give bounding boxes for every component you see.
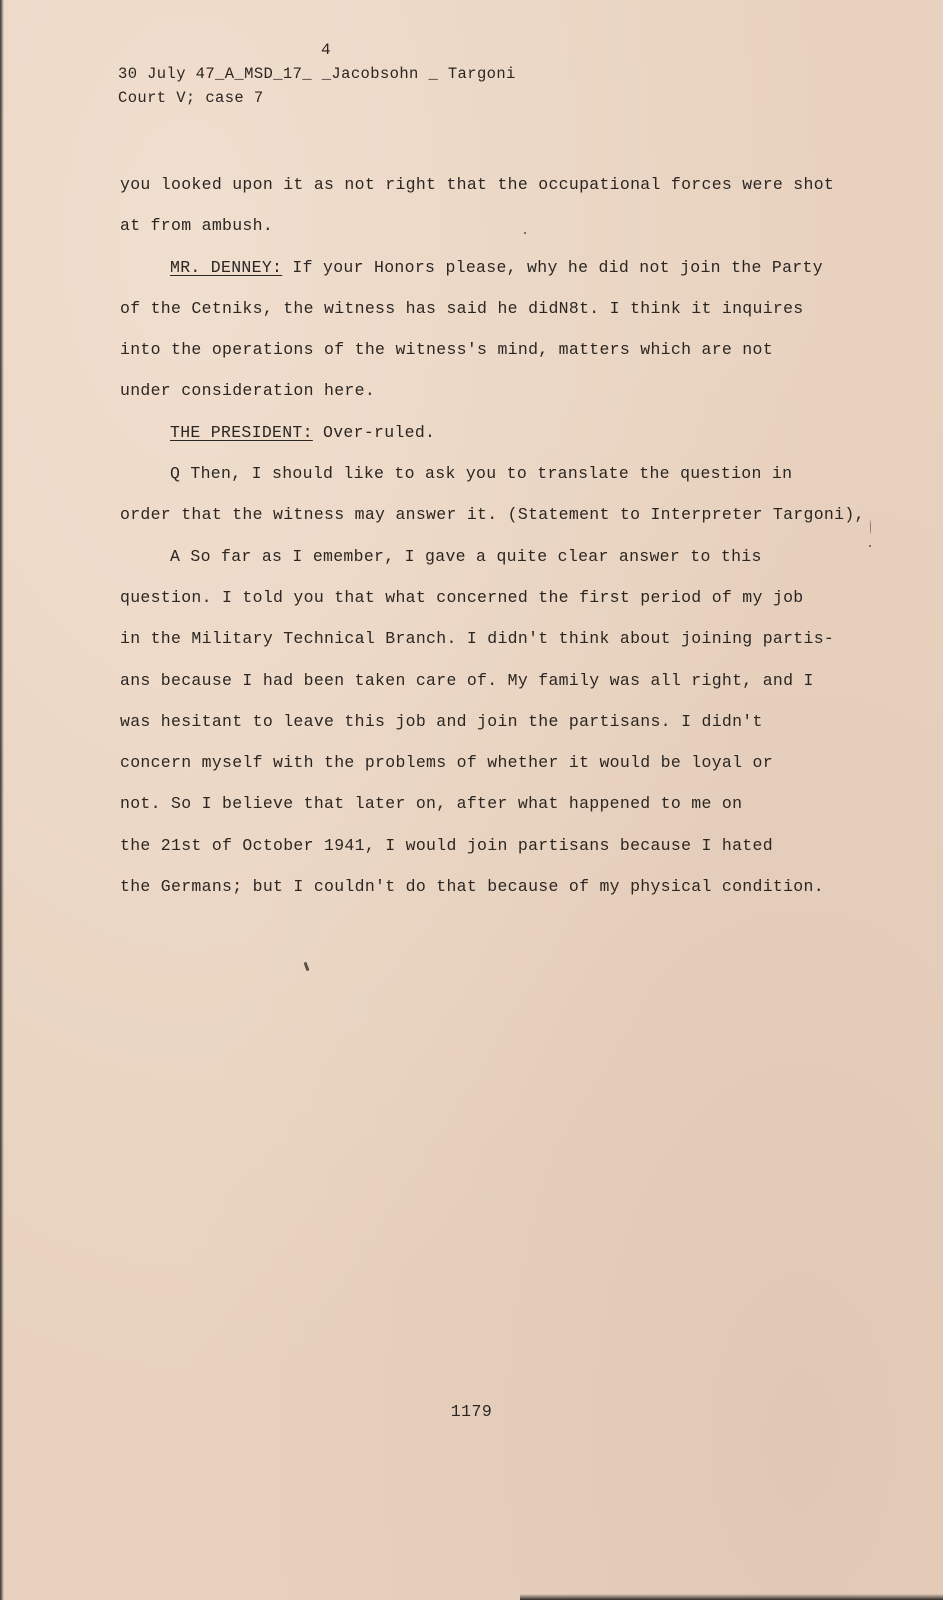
transcript-line: concern myself with the problems of whether it would be loyal or bbox=[120, 753, 773, 773]
paper-speck bbox=[870, 520, 871, 534]
transcript-line: Q Then, I should like to ask you to translate the question in bbox=[170, 464, 793, 484]
paper-speck bbox=[524, 232, 526, 234]
transcript-body bbox=[120, 164, 880, 907]
document-header bbox=[118, 62, 516, 110]
page-number: 1179 bbox=[450, 1402, 493, 1421]
transcript-line: under consideration here. bbox=[120, 381, 376, 401]
transcript-line: ans because I had been taken care of. My family was all right, and I bbox=[120, 670, 814, 690]
speaker-label: MR. DENNEY: bbox=[170, 257, 283, 277]
paper-speck bbox=[304, 962, 310, 971]
header-line-court-case: Court V; case 7 bbox=[118, 89, 264, 107]
transcript-line: A So far as I emember, I gave a quite clear answer to this bbox=[170, 546, 762, 566]
transcript-line: into the operations of the witness's mind, matters which are not bbox=[120, 340, 773, 360]
transcript-line: at from ambush. bbox=[120, 216, 274, 236]
transcript-line: THE PRESIDENT: Over-ruled. bbox=[170, 422, 436, 442]
transcript-line: in the Military Technical Branch. I didn't think about joining partis- bbox=[120, 629, 835, 649]
transcript-line: of the Cetniks, the witness has said he didN8t. I think it inquires bbox=[120, 298, 804, 318]
transcript-line: question. I told you that what concerned the first period of my job bbox=[120, 587, 804, 607]
transcript-line: MR. DENNEY: If your Honors please, why he did not join the Party bbox=[170, 257, 823, 277]
transcript-line: was hesitant to leave this job and join the partisans. I didn't bbox=[120, 711, 763, 731]
paper-speck bbox=[869, 545, 871, 547]
page-left-shadow bbox=[0, 0, 4, 1600]
transcript-line: the 21st of October 1941, I would join partisans because I hated bbox=[120, 835, 773, 855]
transcript-line: the Germans; but I couldn't do that because of my physical condition. bbox=[120, 877, 824, 897]
transcript-line: not. So I believe that later on, after what happened to me on bbox=[120, 794, 743, 814]
transcript-line: you looked upon it as not right that the occupational forces were shot bbox=[120, 175, 835, 194]
page-bottom-shadow bbox=[520, 1594, 943, 1600]
handwritten-page-mark: 4 bbox=[321, 41, 331, 59]
speaker-label: THE PRESIDENT: bbox=[170, 422, 313, 442]
header-line-date-session: 30 July 47_A_MSD_17_ _Jacobsohn _ Targoni bbox=[118, 65, 516, 83]
transcript-line: order that the witness may answer it. (Statement to Interpreter Targoni), bbox=[120, 505, 865, 525]
